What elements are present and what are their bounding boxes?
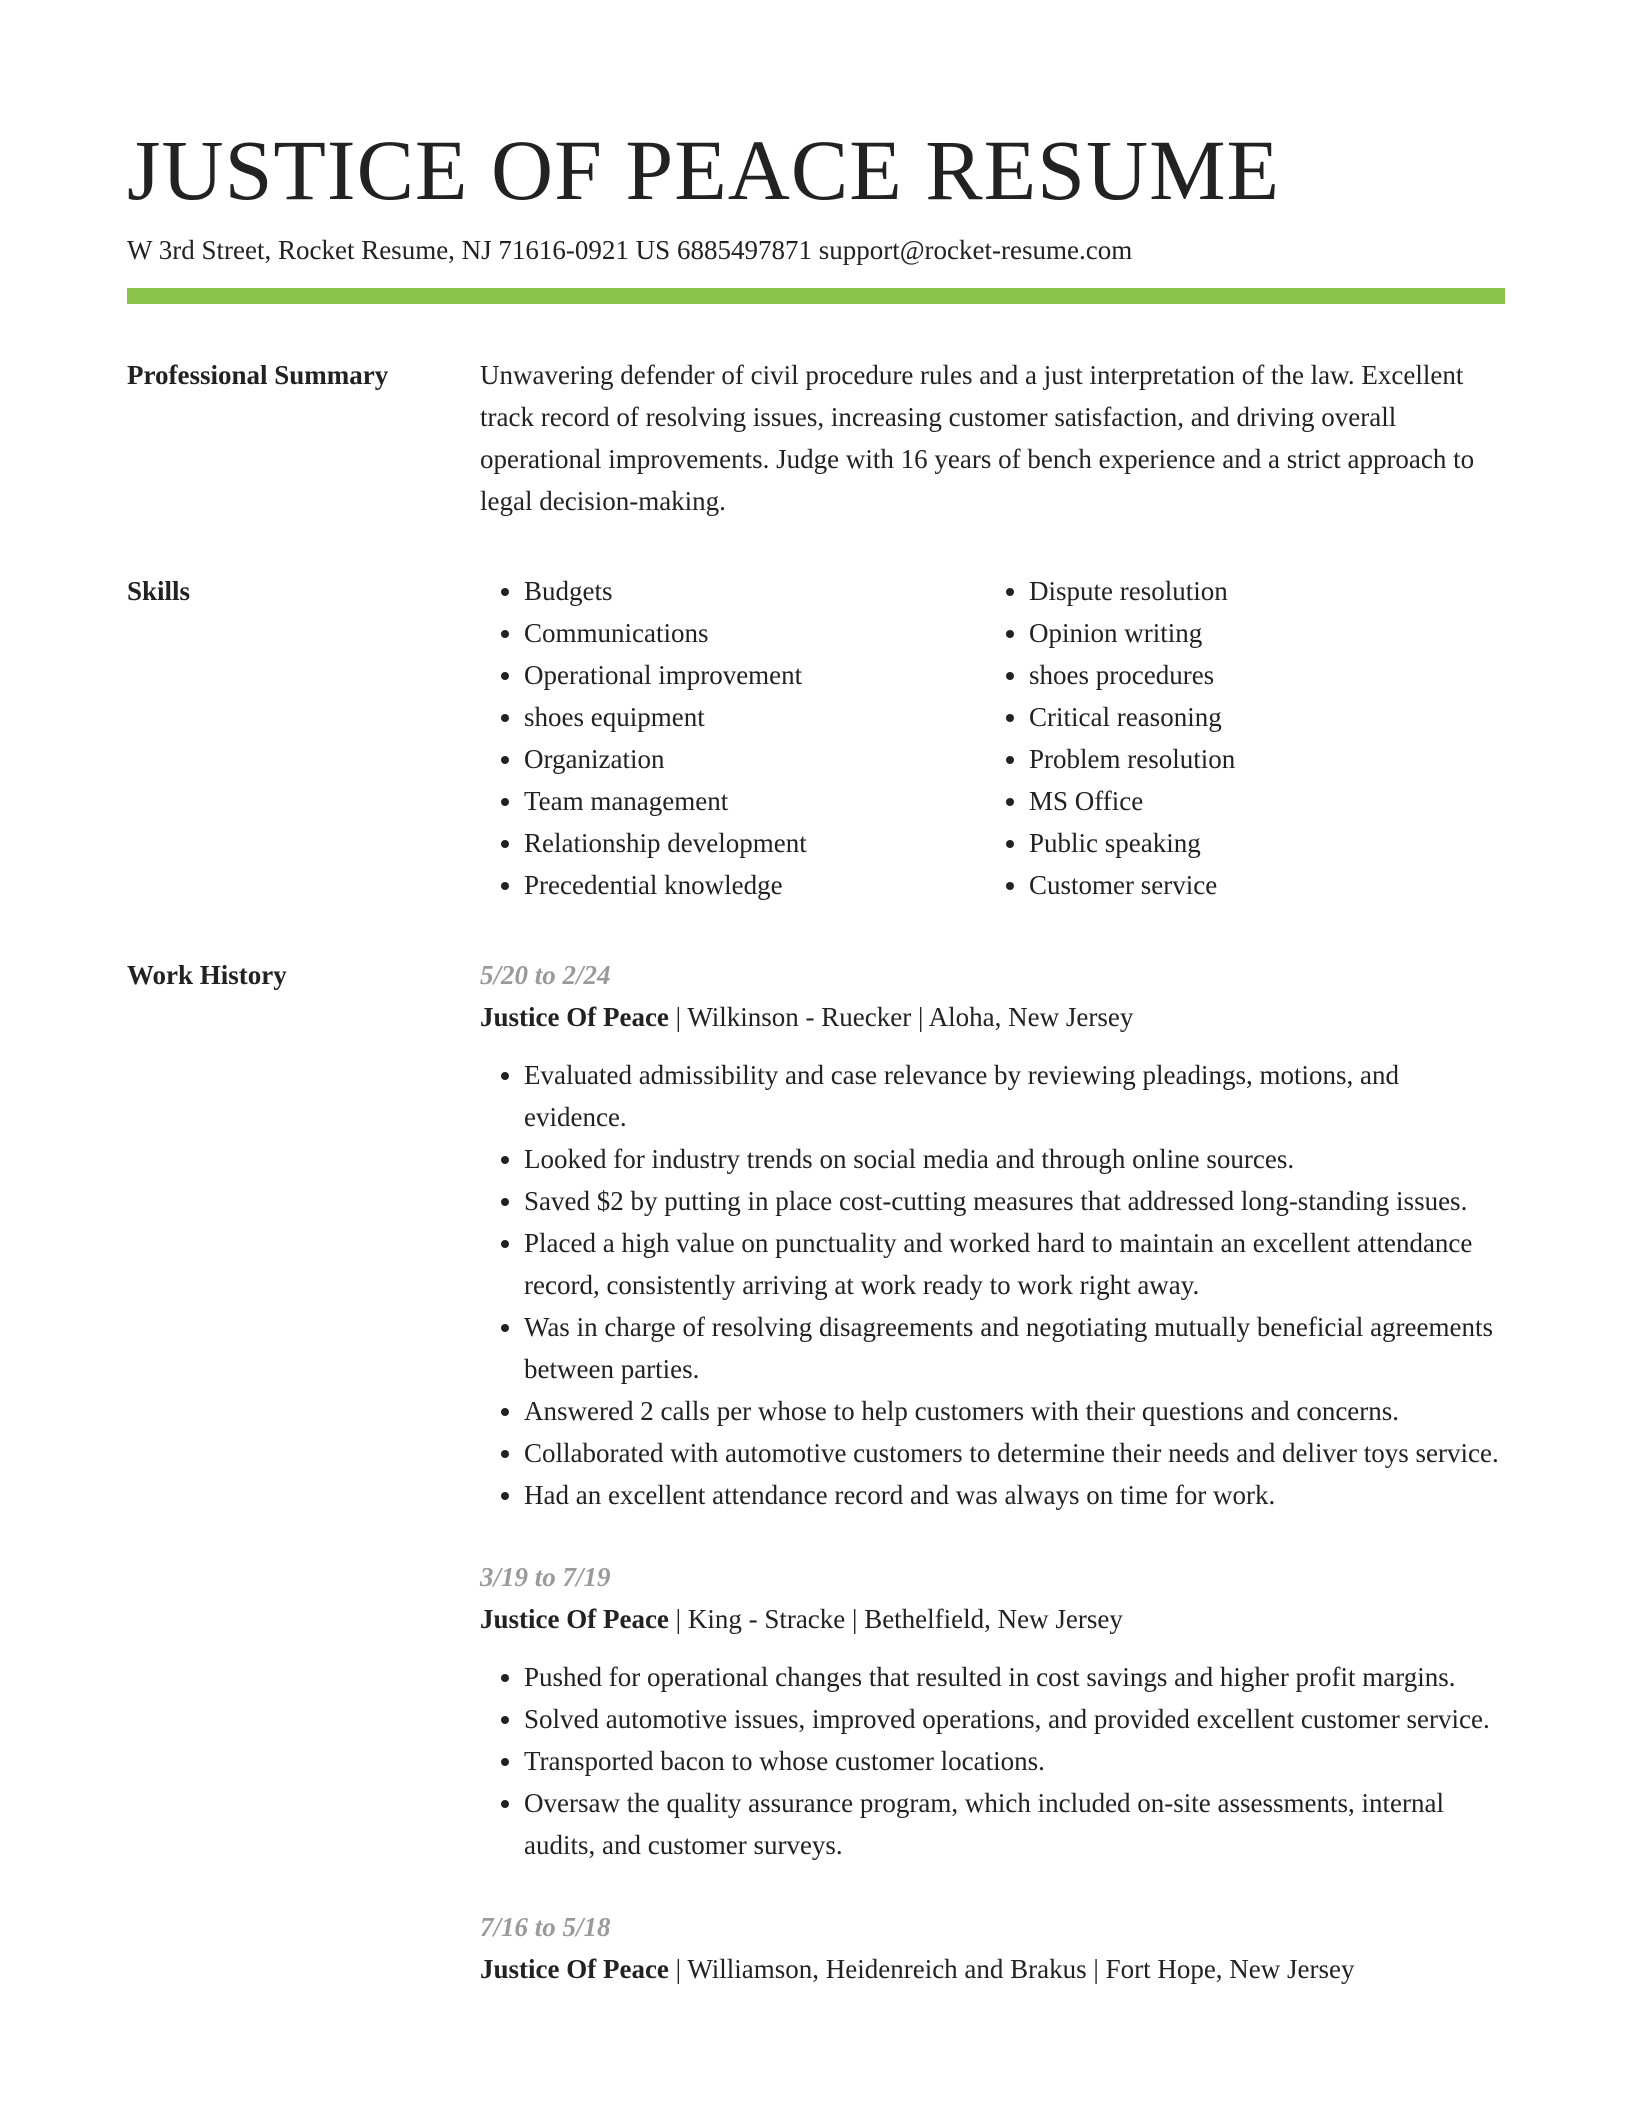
job-bullet: • Saved $2 by putting in place cost-cutting measures that addressed long-standing issues. [524, 1180, 1505, 1222]
job-separator: | [668, 1954, 688, 1984]
job-heading [480, 1948, 1505, 1990]
summary-text: Unwavering defender of civil procedure rules and a just interpretation of the law. Excellent track record of resolving issues, increasing customer satisfaction, and driving overall operational improvements. Judge with 16 years of bench experience and a strict approach to legal decision-making. [480, 360, 1475, 516]
job-bullet: • Looked for industry trends on social media and through online sources. [524, 1138, 1505, 1180]
job-location: Fort Hope, New Jersey [1105, 1954, 1355, 1984]
skill-item: • Dispute resolution [1029, 570, 1505, 612]
job-dates: 5/20 to 2/24 [480, 960, 611, 990]
skill-item: • Communications [524, 612, 985, 654]
job-title: Justice Of Peace [480, 1002, 669, 1032]
job-bullet-list [480, 1054, 1505, 1516]
skill-item: • Public speaking [1029, 822, 1505, 864]
header-divider [127, 288, 1505, 304]
skill-item: • MS Office [1029, 780, 1505, 822]
job-entry [480, 954, 1505, 1516]
job-heading [480, 996, 1505, 1038]
skills-list-column-1 [480, 570, 985, 906]
job-bullet-list [480, 1656, 1505, 1866]
skills-section [127, 570, 1505, 906]
job-company: Wilkinson - Ruecker [687, 1002, 912, 1032]
skills-list-column-2 [985, 570, 1505, 906]
job-bullet: • Collaborated with automotive customers to determine their needs and deliver toys service. [524, 1432, 1505, 1474]
section-label-skills: Skills [127, 576, 191, 606]
job-bullet: • Transported bacon to whose customer locations. [524, 1740, 1505, 1782]
job-bullet: • Oversaw the quality assurance program, which included on-site assessments, internal audits, and customer surveys. [524, 1782, 1505, 1866]
job-company: King - Stracke [687, 1604, 846, 1634]
job-bullet: • Had an excellent attendance record and was always on time for work. [524, 1474, 1505, 1516]
job-bullet: • Answered 2 calls per whose to help customers with their questions and concerns. [524, 1390, 1505, 1432]
job-heading [480, 1598, 1505, 1640]
section-label-summary: Professional Summary [127, 360, 389, 390]
job-entry [480, 1906, 1505, 1990]
job-bullet: • Solved automotive issues, improved operations, and provided excellent customer service. [524, 1698, 1505, 1740]
resume-page [127, 118, 1505, 2030]
job-company: Williamson, Heidenreich and Brakus [687, 1954, 1087, 1984]
skill-item: • shoes procedures [1029, 654, 1505, 696]
professional-summary-section [127, 354, 1505, 522]
skill-item: • Operational improvement [524, 654, 985, 696]
job-separator: | [845, 1604, 865, 1634]
skill-item: • Budgets [524, 570, 985, 612]
job-bullet: • Evaluated admissibility and case relevance by reviewing pleadings, motions, and evidence. [524, 1054, 1505, 1138]
skill-item: • Organization [524, 738, 985, 780]
skill-item: • Customer service [1029, 864, 1505, 906]
job-bullet: • Was in charge of resolving disagreements and negotiating mutually beneficial agreements between parties. [524, 1306, 1505, 1390]
resume-title: JUSTICE OF PEACE RESUME [127, 122, 1281, 218]
skill-item: • Relationship development [524, 822, 985, 864]
job-separator: | [911, 1002, 929, 1032]
job-title: Justice Of Peace [480, 1604, 669, 1634]
skill-item: • shoes equipment [524, 696, 985, 738]
job-dates: 3/19 to 7/19 [480, 1562, 611, 1592]
job-bullet: • Placed a high value on punctuality and worked hard to maintain an excellent attendance record, consistently arriving at work ready to work right away. [524, 1222, 1505, 1306]
skill-item: • Opinion writing [1029, 612, 1505, 654]
job-title: Justice Of Peace [480, 1954, 669, 1984]
job-separator: | [1086, 1954, 1106, 1984]
skill-item: • Problem resolution [1029, 738, 1505, 780]
job-entry [480, 1556, 1505, 1866]
job-location: Bethelfield, New Jersey [864, 1604, 1123, 1634]
job-location: Aloha, New Jersey [928, 1002, 1134, 1032]
skill-item: • Team management [524, 780, 985, 822]
job-dates: 7/16 to 5/18 [480, 1912, 611, 1942]
work-history-section [127, 954, 1505, 2030]
contact-line: W 3rd Street, Rocket Resume, NJ 71616-0921 US 6885497871 support@rocket-resume.com [127, 235, 1133, 265]
job-separator: | [668, 1002, 688, 1032]
skill-item: • Precedential knowledge [524, 864, 985, 906]
job-bullet: • Pushed for operational changes that resulted in cost savings and higher profit margins. [524, 1656, 1505, 1698]
skill-item: • Critical reasoning [1029, 696, 1505, 738]
job-separator: | [668, 1604, 688, 1634]
section-label-work-history: Work History [127, 960, 287, 990]
